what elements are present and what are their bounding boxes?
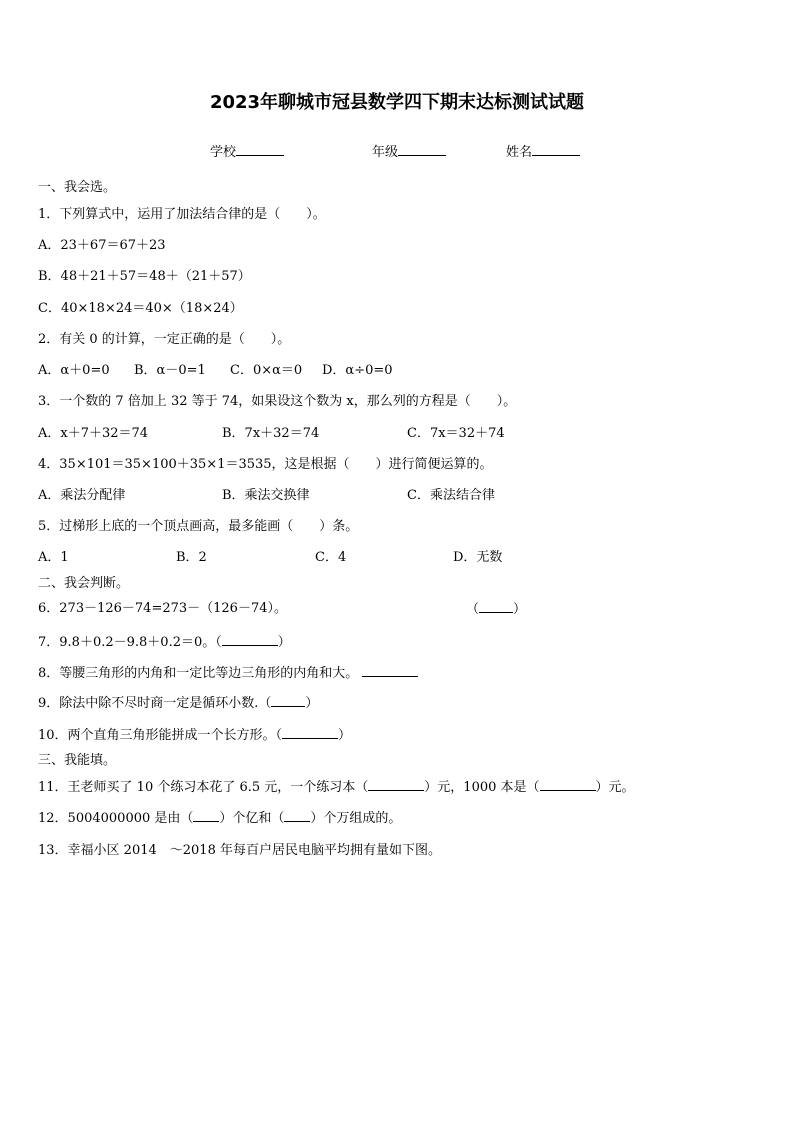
grade-label: 年级	[372, 145, 399, 160]
q1-option-c: C．40×18×24＝40×（18×24）	[38, 301, 243, 316]
question-7	[38, 633, 291, 652]
q9-answer-blank[interactable]	[271, 694, 305, 707]
q9-close-paren: ）	[305, 696, 319, 711]
q11-blank-2[interactable]	[540, 778, 596, 791]
q6-open-paren: （	[466, 602, 480, 617]
question-1: 1．下列算式中，运用了加法结合律的是（ ）。	[38, 207, 326, 222]
question-10	[38, 726, 351, 745]
q8-text: 8．等腰三角形的内角和一定比等边三角形的内角和大。	[38, 666, 359, 681]
q5-option-a: A．1	[38, 550, 69, 565]
section-heading-3: 三、我能填。	[38, 753, 117, 768]
q12-text-2: ）个亿和（	[219, 811, 285, 826]
q8-answer-blank[interactable]	[362, 664, 418, 677]
q4-option-b: B．乘法交换律	[222, 488, 310, 503]
q11-text-3: ）元。	[595, 780, 635, 795]
school-field	[210, 141, 284, 160]
q2-option-d: D．α÷0=0	[322, 363, 393, 378]
q7-text: 7．9.8＋0.2－9.8＋0.2＝0。（	[38, 635, 222, 650]
question-3: 3．一个数的 7 倍加上 32 等于 74，如果设这个数为 x，那么列的方程是（ ）。	[38, 394, 517, 409]
q4-option-c: C．乘法结合律	[407, 488, 495, 503]
q2-option-c: C．0×α＝0	[230, 363, 303, 378]
q2-option-b: B．α－0=1	[134, 363, 206, 378]
school-label: 学校	[210, 145, 237, 160]
q6-answer-blank[interactable]	[479, 600, 513, 613]
question-2: 2．有关 0 的计算，一定正确的是（ ）。	[38, 332, 291, 347]
q7-answer-blank[interactable]	[222, 633, 278, 646]
question-8	[38, 664, 418, 683]
q6-close-paren: ）	[513, 602, 527, 617]
grade-blank[interactable]	[398, 143, 446, 156]
q10-text: 10．两个直角三角形能拼成一个长方形。（	[38, 728, 283, 743]
q12-text-3: ）个万组成的。	[310, 811, 402, 826]
q6-answer	[466, 600, 526, 619]
q10-answer-blank[interactable]	[282, 726, 338, 739]
q5-option-d: D．无数	[453, 550, 503, 565]
q9-text: 9．除法中除不尽时商一定是循环小数.（	[38, 696, 272, 711]
name-blank[interactable]	[532, 143, 580, 156]
page-title: 2023年聊城市冠县数学四下期末达标测试试题	[209, 92, 585, 113]
question-9	[38, 694, 318, 713]
grade-field	[372, 141, 446, 160]
q3-option-c: C．7x＝32＋74	[407, 426, 505, 441]
q11-text-1: 11．王老师买了 10 个练习本花了 6.5 元，一个练习本（	[38, 780, 369, 795]
q12-blank-1[interactable]	[193, 809, 219, 822]
question-4: 4．35×101＝35×100＋35×1＝3535，这是根据（ ）进行简便运算的。	[38, 457, 493, 472]
q5-option-b: B．2	[176, 550, 207, 565]
school-blank[interactable]	[236, 143, 284, 156]
q1-option-a: A．23＋67＝67＋23	[38, 238, 166, 253]
section-heading-1: 一、我会选。	[38, 180, 117, 195]
question-13: 13．幸福小区 2014 ～2018 年每百户居民电脑平均拥有量如下图。	[38, 843, 441, 858]
q1-option-b: B．48＋21＋57＝48＋（21＋57）	[38, 269, 251, 284]
question-5: 5．过梯形上底的一个顶点画高，最多能画（ ）条。	[38, 519, 359, 534]
name-label: 姓名	[506, 145, 533, 160]
q10-close-paren: ）	[338, 728, 352, 743]
question-12	[38, 809, 401, 828]
q12-blank-2[interactable]	[284, 809, 310, 822]
q3-option-a: A．x＋7＋32＝74	[38, 426, 149, 441]
q3-option-b: B．7x＋32＝74	[222, 426, 320, 441]
name-field	[506, 141, 580, 160]
q2-option-a: A．α＋0=0	[38, 363, 110, 378]
q7-close-paren: ）	[277, 635, 291, 650]
q11-blank-1[interactable]	[368, 778, 424, 791]
question-11	[38, 778, 635, 797]
section-heading-2: 二、我会判断。	[38, 576, 130, 591]
q5-option-c: C．4	[315, 550, 347, 565]
question-6: 6．273－126－74=273－（126－74）。	[38, 601, 287, 616]
q11-text-2: ）元，1000 本是（	[424, 780, 540, 795]
q12-text-1: 12．5004000000 是由（	[38, 811, 194, 826]
q4-option-a: A．乘法分配律	[38, 488, 126, 503]
